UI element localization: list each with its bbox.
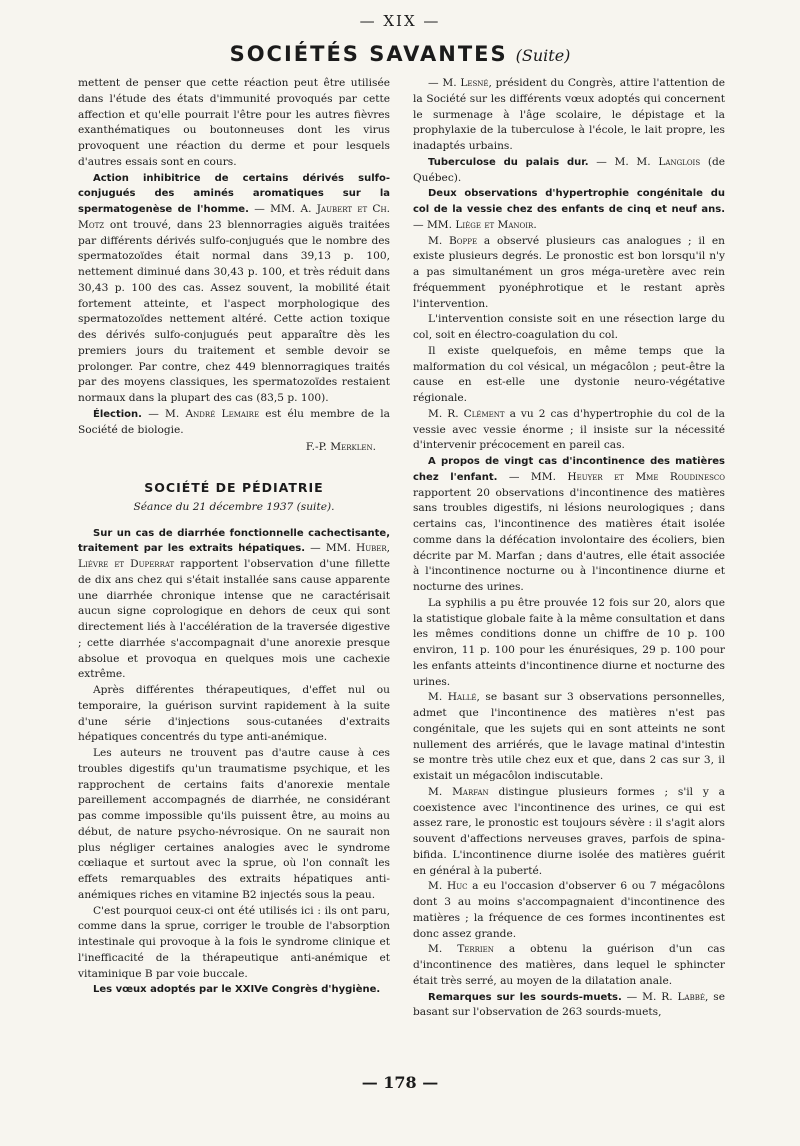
author-names: Heuyer et Mme Roudinesco bbox=[567, 470, 726, 483]
author-names: Liège et Manoir bbox=[455, 218, 534, 231]
author-names: Labbé bbox=[677, 990, 706, 1003]
paragraph: M. Marfan distingue plusieurs formes ; s'il y a coexistence avec l'incontinence des urines, ce qui est assez rare, le pronostic est toujours sévère : il s'agit alors souvent d'affections nerveuses graves, parfois de spina-bifida. L'incontinence diurne isolée des matières guérit en général à la puberté. bbox=[413, 785, 725, 877]
paragraph-heading: Les vœux adoptés par le XXIVe Congrès d'hygiène. bbox=[93, 984, 381, 996]
paragraph: Après différentes thérapeutiques, d'effet nul ou temporaire, la guérison survint rapidement à la suite d'une série d'injections sous-cutanées d'extraits hépatiques concentrés du type anti-anémique. bbox=[78, 684, 390, 744]
paragraph bbox=[78, 982, 390, 998]
paragraph: A propos de vingt cas d'incontinence des matières chez l'enfant. — MM. Heuyer et Mme Roudinesco rapportent 20 observations d'incontinence des matières sans troubles digestifs, ni lésions neurologiques ; dans certains cas, l'incontinence des matières était isolée comme dans la défécation involontaire des écoliers, bien décrite par M. Marfan ; dans d'autres, elle était associée à l'incontinence nocturne ou à l'incontinence diurne et nocturne des urines. bbox=[413, 456, 726, 593]
right-column bbox=[413, 76, 725, 1021]
paragraph: M. Boppe a observé plusieurs cas analogues ; il en existe plusieurs degrés. Le pronostic est bon lorsqu'il n'y a pas simultanément un gros méga-uretère avec rein fréquemment pyonéphrotique et le restant après l'intervention. bbox=[413, 234, 725, 310]
author-names: Langlois bbox=[658, 155, 701, 168]
paragraph: Action inhibitrice de certains dérivés sulfo-conjugués des aminés aromatiques sur la spermatogenèse de l'homme. — MM. A. Jaubert et Ch. Motz ont trouvé, dans 23 blennorragies aiguës traitées par différents dérivés sulfo-conjugués que le nombre des spermatozoïdes était normal dans 39,13 p. 100, nettement diminué dans 30,43 p. 100, et très réduit dans 30,43 p. 100 des cas. Assez souvent, la mobilité était fortement atteinte, et l'aspect morphologique des spermatozoïdes nettement altéré. Cette action toxique des dérivés sulfo-conjugués peut apparaître dès les premiers jours du traitement et semble devoir se prolonger. Par contre, chez 449 blennorragiques traités par des moyens classiques, les spermatozoïdes restaient normaux dans la plupart des cas (83,5 p. 100). bbox=[78, 172, 390, 404]
author-names: Clément bbox=[463, 407, 505, 420]
paragraph: La syphilis a pu être prouvée 12 fois sur 20, alors que la statistique globale faite à la même consultation et dans les mêmes conditions donne un chiffre de 10 p. 100 environ, 11 p. 100 pour les énurésiques, 29 p. 100 pour les enfants atteints d'incontinence diurne et nocturne des urines. bbox=[413, 596, 725, 688]
header-suite: (Suite) bbox=[515, 46, 571, 65]
paragraph: — M. Lesné, président du Congrès, attire l'attention de la Société sur les différents vœux adoptés qui concernent le surmenage à l'âge scolaire, le dépistage et la prophylaxie de la tuberculose à l'école, le lait propre, les inadaptés urbains. bbox=[413, 77, 725, 152]
section-title: SOCIÉTÉ DE PÉDIATRIE bbox=[144, 480, 324, 495]
author-names: Hallé bbox=[447, 691, 477, 704]
page-header bbox=[0, 42, 800, 66]
author-names: Boppe bbox=[449, 234, 478, 247]
paragraph-heading: Deux observations d'hypertrophie congénitale du col de la vessie chez des enfants de cinq et neuf ans. bbox=[413, 188, 725, 215]
header-title: SOCIÉTÉS SAVANTES bbox=[229, 42, 508, 66]
paragraph: mettent de penser que cette réaction peut être utilisée dans l'étude des états d'immunité provoqués par cette affection et qu'elle pourrait l'être pour les autres fièvres exanthématiques ou boutonneuses dont les virus provoquent une réaction du derme et pour lesquels d'autres essais sont en cours. bbox=[78, 77, 390, 168]
signature: F.-P. Merklen. bbox=[305, 441, 376, 454]
page-number: — 178 — bbox=[361, 1073, 439, 1092]
author-names: Terrien bbox=[457, 943, 494, 956]
author-names: André Lemaire bbox=[185, 407, 260, 420]
paragraph: Tuberculose du palais dur. — M. M. Langlois (de Québec). bbox=[413, 155, 726, 184]
author-names: A. Jaubert et Ch. Motz bbox=[78, 203, 390, 231]
author-names: Lesné bbox=[460, 77, 489, 89]
paragraph-heading: Tuberculose du palais dur. bbox=[428, 156, 589, 168]
paragraph: C'est pourquoi ceux-ci ont été utilisés ici : ils ont paru, comme dans la sprue, corriger le trouble de l'absorption intestinale qui provoque à la fois le syndrome clinique et l'inefficacité de la thérapeutique anti-anémique et vitaminique B par voie buccale. bbox=[78, 904, 390, 980]
paragraph: Les auteurs ne trouvent pas d'autre cause à ces troubles digestifs qu'un traumatisme psychique, et les rapprochent de certains faits d'anorexie mentale pareillement accompagnés de diarrhée, ne considérant pas comme impossible qu'ils puissent être, au moins au début, de nature psycho-névrosique. On ne saurait non plus négliger certaines analogies avec le syndrome cœliaque et surtout avec la sprue, où l'on connaît les effets remarquables des extraits hépatiques anti-anémiques riches en vitamine B2 injectés sous la peau. bbox=[78, 747, 390, 901]
section-date: Séance du 21 décembre 1937 (suite). bbox=[133, 500, 335, 513]
paragraph-heading: A propos de vingt cas d'incontinence des matières chez l'enfant. bbox=[413, 456, 725, 483]
paragraph: M. Huc a eu l'occasion d'observer 6 ou 7 mégacôlons dont 3 au moins s'accompagnaient d'incontinence des matières ; la fréquence de ces formes incontinentes est donc assez grande. bbox=[413, 880, 725, 940]
paragraph: Remarques sur les sourds-muets. — M. R. Labbé, se basant sur l'observation de 263 sourds-muets, bbox=[413, 990, 725, 1019]
paragraph: Il existe quelquefois, en même temps que la malformation du col vésical, un mégacôlon ; peut-être la cause en est-elle une dystonie neuro-végétative régionale. bbox=[413, 344, 725, 404]
left-column bbox=[78, 76, 390, 998]
author-names: Huber, Liévre et Duperrat bbox=[78, 542, 390, 570]
author-names: Huc bbox=[446, 880, 468, 893]
header-roman-numeral: — XIX — bbox=[359, 12, 441, 30]
paragraph-heading: Action inhibitrice de certains dérivés sulfo-conjugués des aminés aromatiques sur la spermatogenèse de l'homme. bbox=[78, 172, 390, 215]
paragraph: M. R. Clément a vu 2 cas d'hypertrophie du col de la vessie avec vessie énorme ; il insiste sur la nécessité d'intervenir précocement en pareil cas. bbox=[413, 407, 725, 452]
paragraph-heading: Remarques sur les sourds-muets. bbox=[428, 991, 622, 1003]
paragraph: L'intervention consiste soit en une résection large du col, soit en électro-coagulation du col. bbox=[413, 313, 725, 341]
paragraph: M. Hallé, se basant sur 3 observations personnelles, admet que l'incontinence des matières n'est pas congénitale, que les sujets qui en sont atteints ne sont nullement des arriérés, que le lavage matinal d'intestin se montre très utile chez eux et que, dans 2 cas sur 3, il existait un mégacôlon indiscutable. bbox=[413, 691, 725, 782]
paragraph: Deux observations d'hypertrophie congénitale du col de la vessie chez des enfants de cinq et neuf ans. — MM. Liège et Manoir. bbox=[413, 188, 725, 231]
author-names: Marfan bbox=[452, 785, 489, 798]
paragraph-heading: Élection. bbox=[93, 408, 142, 420]
paragraph: Élection. — M. André Lemaire est élu membre de la Société de biologie. bbox=[78, 407, 390, 436]
paragraph: Sur un cas de diarrhée fonctionnelle cachectisante, traitement par les extraits hépatiques. — MM. Huber, Liévre et Duperrat rapportent l'observation d'une fillette de dix ans chez qui s'était installée sans cause apparente une diarrhée chronique intense que ne caractérisait aucun signe coprologique en dehors de ceux qui sont directement liés à l'accélération de la traversée digestive ; cette diarrhée s'accompagnait d'une anorexie presque absolue et provoqua en quelques mois une cachexie extrême. bbox=[78, 527, 390, 681]
paragraph-heading: Sur un cas de diarrhée fonctionnelle cachectisante, traitement par les extraits hépatiques. bbox=[78, 527, 390, 555]
paragraph: M. Terrien a obtenu la guérison d'un cas d'incontinence des matières, dans lequel le sphincter était très serré, au moyen de la dilatation anale. bbox=[413, 943, 725, 987]
